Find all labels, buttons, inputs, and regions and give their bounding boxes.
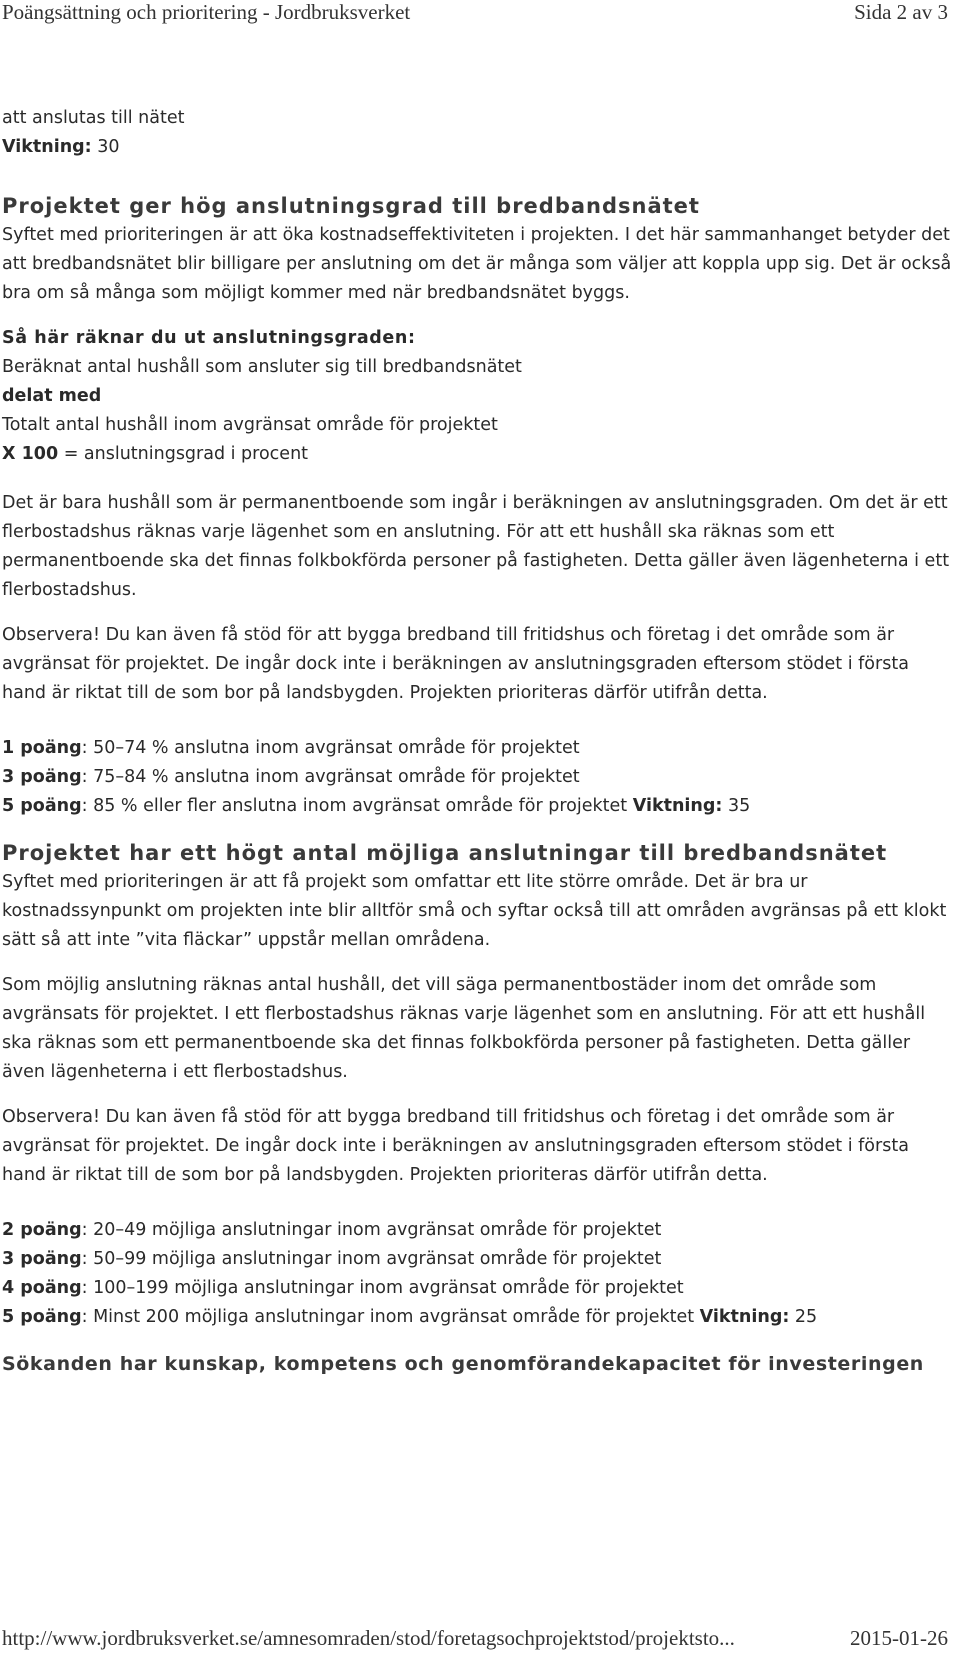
page-footer xyxy=(0,1626,960,1652)
note-paragraph: Observera! Du kan även få stöd för att bygga bredband till fritidshus och företag i det område som är avgränsat för projektet. De ingår dock inte i beräkningen av anslutningsgraden eftersom stödet i första hand är riktat till de som bor på landsbygden. Projekten prioriteras därför utifrån detta. xyxy=(2,625,909,703)
score-points: 5 poäng xyxy=(2,1307,82,1327)
score-points: 5 poäng xyxy=(2,796,82,816)
page-number: Sida 2 av 3 xyxy=(854,0,948,24)
section-paragraph: Det är bara hushåll som är permanentboende som ingår i beräkningen av anslutningsgraden. Om det är ett flerbostadshus räknas varje lägenhet som en anslutning. För att ett hushåll ska räknas som ett permanentboende ska det finnas folkbokförda personer på fastigheten. Detta gäller även lägenheterna i ett flerbostadshus. xyxy=(2,493,950,600)
score-points: 3 poäng xyxy=(2,767,82,787)
calculation-operator: delat med xyxy=(2,386,102,406)
score-item: 2 poäng: 20–49 möjliga anslutningar inom avgränsat område för projektet xyxy=(2,1220,662,1240)
section-heading-competence: Sökanden har kunskap, kompetens och genomförandekapacitet för investeringen xyxy=(2,1353,924,1375)
score-list xyxy=(2,734,957,821)
score-item: 5 poäng: Minst 200 möjliga anslutningar inom avgränsat område för projektet Viktning: 25 xyxy=(2,1307,818,1327)
note-paragraph: Observera! Du kan även få stöd för att bygga bredband till fritidshus och företag i det område som är avgränsat för projektet. De ingår dock inte i beräkningen av anslutningsgraden eftersom stödet i första hand är riktat till de som bor på landsbygden. Projekten prioriteras därför utifrån detta. xyxy=(2,1107,909,1185)
calculation-heading: Så här räknar du ut anslutningsgraden: xyxy=(2,328,416,348)
section-heading-possible-connections: Projektet har ett högt antal möjliga anslutningar till bredbandsnätet xyxy=(2,841,888,865)
weighting-value: 25 xyxy=(789,1307,818,1327)
section-paragraph: Syftet med prioriteringen är att öka kostnadseffektiviteten i projekten. I det här sammanhanget betyder det att bredbandsnätet blir billigare per anslutning om det är många som väljer att koppla upp sig. Det är också bra om så många som möjligt kommer med när bredbandsnätet byggs. xyxy=(2,225,952,303)
intro-text: att anslutas till nätet xyxy=(2,108,185,128)
score-item: 4 poäng: 100–199 möjliga anslutningar inom avgränsat område för projektet xyxy=(2,1278,684,1298)
multiplier: X 100 xyxy=(2,444,59,464)
calculation-line: Totalt antal hushåll inom avgränsat område för projektet xyxy=(2,415,498,435)
section-heading-connection-rate: Projektet ger hög anslutningsgrad till bredbandsnätet xyxy=(2,194,700,218)
weighting-value: 35 xyxy=(722,796,751,816)
weighting-label: Viktning: xyxy=(632,796,723,816)
score-points: 2 poäng xyxy=(2,1220,82,1240)
footer-date: 2015-01-26 xyxy=(850,1626,948,1650)
footer-url: http://www.jordbruksverket.se/amnesomraden/stod/foretagsochprojektstod/projektsto... xyxy=(2,1626,735,1650)
intro-weighting xyxy=(2,133,957,162)
section-paragraph: Syftet med prioriteringen är att få projekt som omfattar ett lite större område. Det är bra ur kostnadssynpunkt om projekten inte blir alltför små och syftar också till att områden avgränsas på ett klokt sätt så att inte ”vita fläckar” uppstår mellan områdena. xyxy=(2,872,947,950)
score-points: 3 poäng xyxy=(2,1249,82,1269)
weighting-label: Viktning: xyxy=(2,137,92,157)
calculation-result: X 100 = anslutningsgrad i procent xyxy=(2,444,309,464)
page-header xyxy=(0,0,960,26)
score-item: 1 poäng: 50–74 % anslutna inom avgränsat område för projektet xyxy=(2,738,580,758)
score-item: 3 poäng: 75–84 % anslutna inom avgränsat område för projektet xyxy=(2,767,580,787)
weighting-value: 30 xyxy=(91,137,120,157)
calculation-line: Beräknat antal hushåll som ansluter sig till bredbandsnätet xyxy=(2,357,522,377)
score-list xyxy=(2,1216,957,1332)
score-points: 4 poäng xyxy=(2,1278,82,1298)
score-points: 1 poäng xyxy=(2,738,82,758)
weighting-label: Viktning: xyxy=(699,1307,790,1327)
article-body xyxy=(2,104,957,1379)
section-paragraph: Som möjlig anslutning räknas antal hushåll, det vill säga permanentbostäder inom det område som avgränsats för projektet. I ett flerbostadshus räknas varje lägenhet som en anslutning. För att ett hushåll ska räknas som ett permanentboende ska det finnas folkbokförda personer på fastigheten. Detta gäller även lägenheterna i ett flerbostadshus. xyxy=(2,975,926,1082)
score-item: 3 poäng: 50–99 möjliga anslutningar inom avgränsat område för projektet xyxy=(2,1249,662,1269)
score-item: 5 poäng: 85 % eller fler anslutna inom avgränsat område för projektet Viktning: 35 xyxy=(2,796,751,816)
document-title: Poängsättning och prioritering - Jordbruksverket xyxy=(2,0,411,24)
